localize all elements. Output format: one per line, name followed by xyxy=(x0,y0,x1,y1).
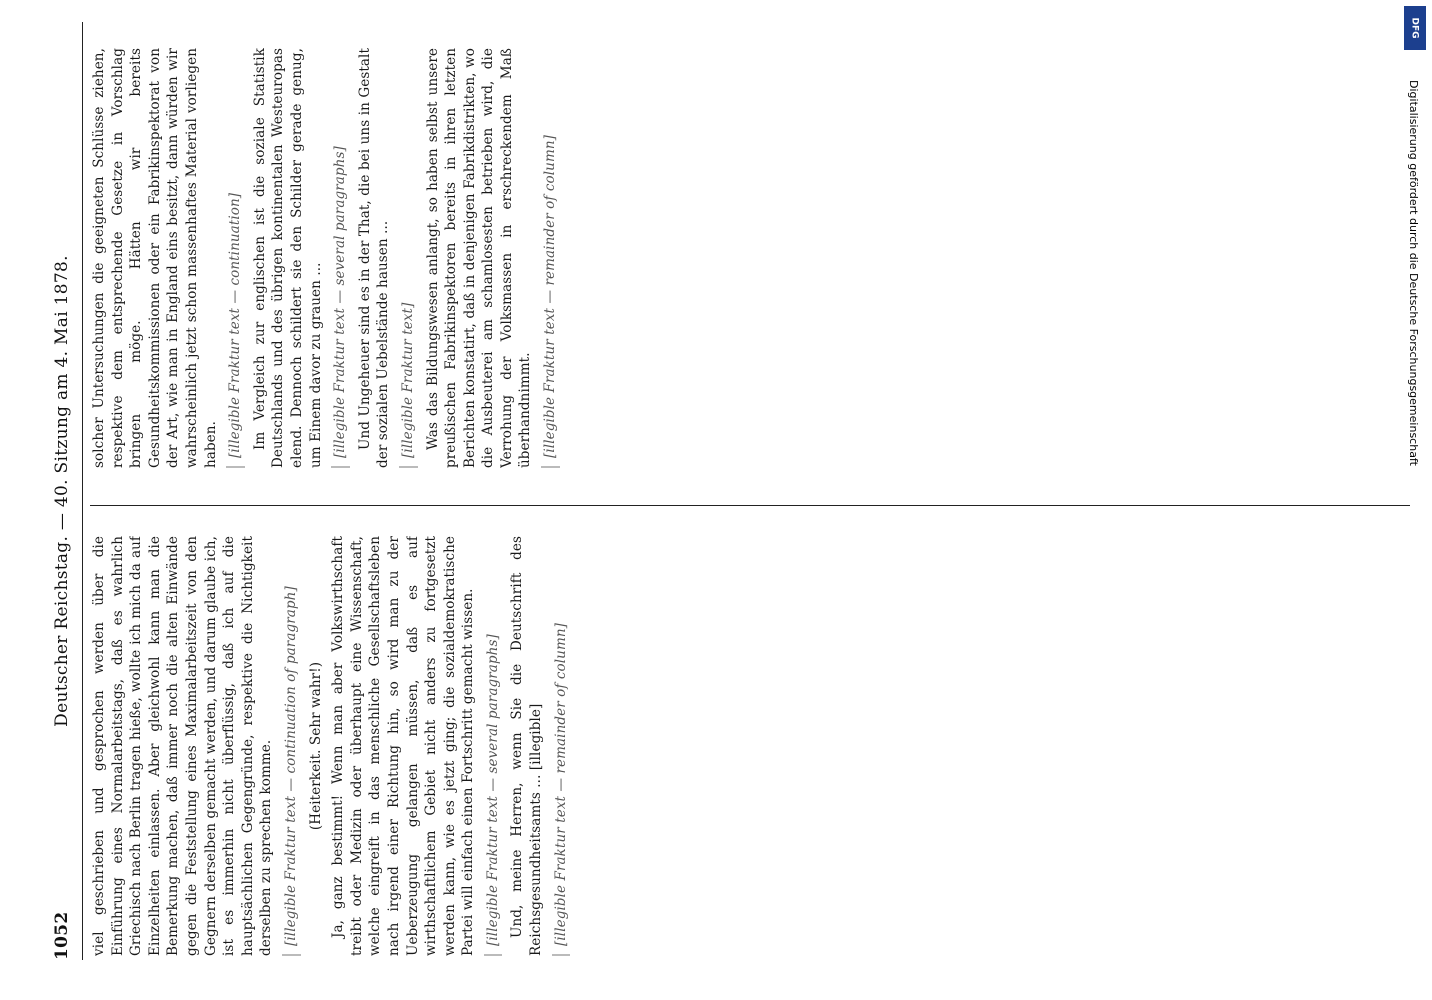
illegible-passage: [illegible Fraktur text — continuation of paragraph] xyxy=(282,536,301,956)
page-title: Deutscher Reichstag. — 40. Sitzung am 4. Mai 1878. xyxy=(52,255,72,727)
paragraph: Und, meine Herren, wenn Sie die Deutschrift des Reichsgesundheitsamts ... [illegible] xyxy=(509,536,545,956)
illegible-passage: [illegible Fraktur text — remainder of column] xyxy=(541,48,560,468)
paragraph: Und Ungeheuer sind es in der That, die bei uns in Gestalt der sozialen Uebelstände hausen ... xyxy=(356,48,392,468)
paragraph: viel geschrieben und gesprochen werden über die Einführung eines Normalarbeitstags, daß es wahrlich Griechisch nach Berlin tragen hieße, wollte ich mich da auf Einzelheiten einlassen. Aber gleichwohl kann man die Bemerkung machen, daß immer noch die alten Einwände gegen die Feststellung eines Maximalarbeitszeit von den Gegnern derselben gemacht werden, und darum glaube ich, ist es immerhin nicht überflüssig, daß ich auf die hauptsächlichen Gegengründe, respektive die Nichtigkeit derselben zu sprechen komme. xyxy=(91,536,275,956)
right-column xyxy=(90,48,1410,468)
page-number: 1052 xyxy=(52,911,72,960)
paragraph: solcher Untersuchungen die geeigneten Schlüsse ziehen, respektive dem entsprechende Gesetze in Vorschlag bringen möge. Hätten wir bereits Gesundheitskommissionen oder ein Fabrikinspektorat von der Art, wie man in England eins besitzt, dann würden wir wahrscheinlich jetzt schon massenhaftes Material vorliegen haben. xyxy=(91,48,219,468)
illegible-passage: [illegible Fraktur text — remainder of column] xyxy=(552,536,571,956)
paragraph: Im Vergleich zur englischen ist die soziale Statistik Deutschlands und des übrigen kontinentalen Westeuropas elend. Dennoch schildert sie den Schilder gerade genug, um Einem davor zu grauen ... xyxy=(251,48,324,468)
illegible-passage: [illegible Fraktur text — several paragraphs] xyxy=(331,48,350,468)
illegible-passage: [illegible Fraktur text] xyxy=(399,48,418,468)
left-column xyxy=(90,536,1410,956)
dfg-logo-label: DFG xyxy=(1409,17,1420,39)
digitization-credit-text: Digitalisierung gefördert durch die Deutsche Forschungsgemeinschaft xyxy=(1407,80,1420,466)
paragraph: Was das Bildungswesen anlangt, so haben selbst unsere preußischen Fabrikinspektoren bereits in ihren letzten Berichten konstatirt, daß in denjenigen Fabrikdistrikten, wo die Ausbeuterei am schamlosesten betrieben wird, die Verrohung der Volksmassen in erschreckendem Maß überhandnimmt. xyxy=(424,48,534,468)
column-divider xyxy=(90,505,1410,506)
digitization-credit xyxy=(1400,40,1424,780)
paragraph: (Heiterkeit. Sehr wahr!) xyxy=(307,661,324,831)
illegible-passage: [illegible Fraktur text — continuation] xyxy=(226,48,245,468)
paragraph: Ja, ganz bestimmt! Wenn man aber Volkswirthschaft treibt oder Medizin oder überhaupt eine Wissenschaft, welche eingreift in das menschliche Gesellschaftsleben nach irgend einer Richtung hin, so wird man zu der Ueberzeugung gelangen müssen, daß es auf wirthschaftlichem Gebiet nicht anders zu fortgesetzt werden kann, wie es jetzt ging; die sozialdemokratische Partei will einfach einen Fortschritt gemacht wissen. xyxy=(330,536,477,956)
illegible-passage: [illegible Fraktur text — several paragraphs] xyxy=(484,536,503,956)
running-head xyxy=(46,22,80,960)
header-rule xyxy=(82,22,83,960)
